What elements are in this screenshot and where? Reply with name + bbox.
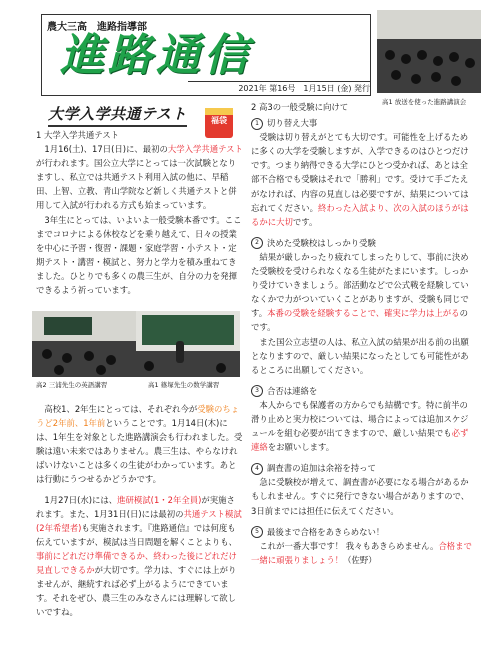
paragraph-2: 3年生にとっては、いよいよ一般受験本番です。ここまでコロナによる休校などを乗り越えて、日々の授業を中心に予習・復習・課題・家庭学習・小テスト・定期テスト・講習・模試と、努力と学力を積み重ねてきました。ひとりでも多くの農三生が、自分の力を発揮できるよう祈っています。: [36, 214, 242, 296]
subsection-4-text: 急に受験校が増えて、調査書が必要になる場合があるかもしれません。すぐに発行できない場合がありますので、3日前までには担任に伝えてください。: [251, 477, 470, 516]
subsection-3-title: 3 合否は連絡を: [251, 384, 473, 398]
left-column-upper: [36, 128, 243, 297]
subsection-2-text-2: また国公立志望の人は、私立入試の結果が出る前の出願となりますので、厳しい結果になったとしても可能性があるところに出願してください。: [251, 336, 469, 375]
subsection-2-title: 2 決めた受験校はしっかり受験: [251, 236, 473, 250]
ribbon-icon: [205, 108, 233, 115]
heading-2: 2 高3の一般受験に向けて: [251, 102, 349, 112]
subsection-1-text: 受験は切り替えがとても大切です。可能性を上げるために多くの大学を受験しますが、入学できるのはひとつだけです。つまり納得できる大学にひとつ受かれば、あとは全部不合格でも受験はそれで「勝利」です。受けて手ごたえがなければ、内容の見直しは必要ですが、結果については忘れてください。終わった入試より、次の入試のほうがはるかに大切です。: [251, 132, 469, 227]
left-column-lower: [36, 402, 243, 619]
heading-1: 1 大学入学共通テスト: [36, 130, 120, 140]
right-column: [251, 100, 473, 567]
lecture-photo: [377, 10, 481, 93]
lucky-bag-badge: 福袋: [205, 108, 233, 138]
issue-info: 2021年 第16号 1月15日 (金) 発行: [188, 81, 370, 96]
school-name: 農大三高 進路指導部: [47, 22, 147, 33]
lecture-photo-caption: 高1 放送を使った進路講演会: [382, 98, 467, 106]
subsection-2-text: 結果が厳しかったり疲れてしまったりして、事前に決めた受験校を受けられなくなる生徒がたまにいます。しっかり受けていきましょう。部活動などで公式戦を経験していなくかで力がついていくことがありますが、受験も同じです。本番の受験を経験することで、確実に学力は上がるのです。: [251, 251, 469, 333]
math-class-photo: [136, 311, 240, 377]
paragraph-1: 1月16(土)、17日(日)に、最初の大学入学共通テストが行われます。国公立大学にとっては一次試験となりますし、私立では共通テスト利用入試の他に、早稲田、上智、立教、青山学院など新しく共通テストと併用して入試が行われる方式も始まっています。: [36, 144, 243, 211]
subsection-1-title: 1 切り替え大事: [251, 116, 473, 130]
paragraph-3: 高校1、2年生にとっては、それぞれ今が受験のちょうど2年前、1年前ということです。1月14日(木)には、1年生を対象とした進路講演会も行われました。受験は遠い未来ではありません。農三生は、やらなければいけないことは多くの生徒がわかっています。あとは行動にうつせるかどうかです。: [36, 404, 243, 485]
english-class-photo: [32, 311, 136, 377]
section-title: 大学入学共通テスト: [48, 103, 187, 127]
paragraph-4: 1月27日(水)には、進研模試(1・2年全員)が実施されます。また、1月31日(日)には最初の共通テスト模試(2年希望者)も実施されます。『進路通信』では何度も伝えていますが、模試は当日問題を解くことよりも、事前にどれだけ準備できるか、終わった後にどれだけ見直しできるかが大切です。学力は、すぐには上がりませんが、継続すれば必ず上がるようにできています。それをぜひ、農三生のみなさんには理解して欲しいですね。: [36, 494, 242, 618]
subsection-5-title: 5 最後まで合格をあきらめない！: [251, 525, 473, 539]
english-photo-caption: 高2 三浦先生の英語講習: [36, 381, 108, 389]
subsection-3-text: 本人からでも保護者の方からでも結構です。特に前半の滑り止めと実力校については、場合によっては追加スケジュールを組む必要が出てきますので、厳しい結果でも必ず連絡をお願いします。: [251, 399, 469, 453]
subsection-4-title: 4 調査書の追加は余裕を持って: [251, 461, 473, 475]
math-photo-caption: 高1 篠塚先生の数学講習: [148, 381, 220, 389]
newsletter-title: 進路通信: [60, 30, 252, 81]
subsection-5-text: これが一番大事です！ 我々もあきらめません。合格まで一緒に頑張りましょう！（佐野）: [251, 540, 472, 565]
